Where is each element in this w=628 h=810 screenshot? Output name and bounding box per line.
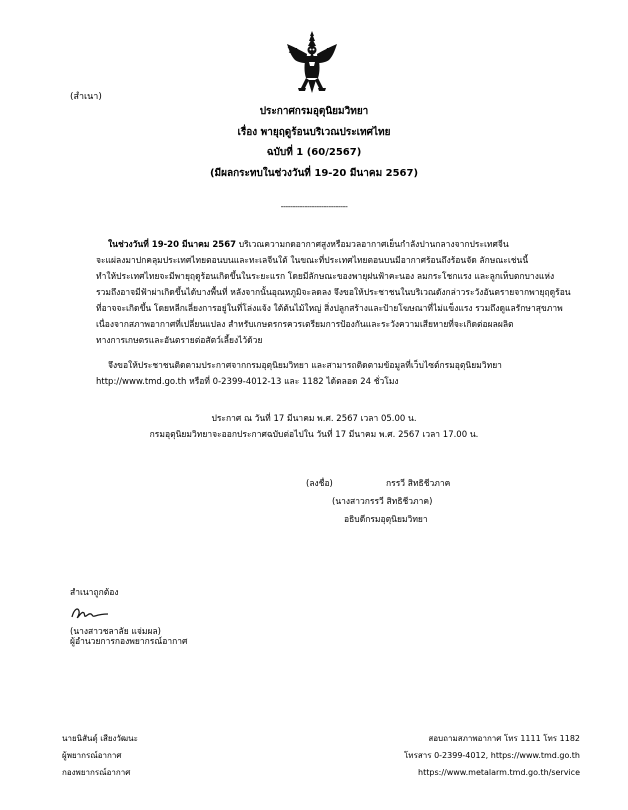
agency-title: ประกาศกรมอุตุนิยมวิทยา bbox=[259, 106, 369, 117]
paragraph-1-line-4: รวมถึงอาจมีฟ้าผ่าเกิดขึ้นได้บางพื้นที่ หลังจากนั้นอุณหภูมิจะลดลง จึงขอให้ประชาชนในบริเวณดังกล่าวระวังอันตรายจากพายุฤดูร้อน bbox=[96, 288, 571, 298]
paragraph-1-lead: ในช่วงวันที่ 19-20 มีนาคม 2567 bbox=[108, 240, 237, 250]
director-full-name: (นางสาวกรรวี สิทธิชีวภาค) bbox=[332, 497, 433, 507]
signed-label: (ลงชื่อ) bbox=[306, 479, 333, 489]
certified-name: (นางสาวชลาลัย แจ่มผล) bbox=[70, 626, 161, 637]
paragraph-1-line-5: ที่อาจจะเกิดขึ้น โดยหลีกเลี่ยงการอยู่ในที่โล่งแจ้ง ใต้ต้นไม้ใหญ่ สิ่งปลูกสร้างและป้ายโฆษณาที่ไม่แข็งแรง รวมถึงดูแลรักษาสุขภาพ bbox=[96, 304, 563, 314]
issue-number: ฉบับที่ 1 (60/2567) bbox=[266, 147, 362, 158]
signed-name: กรรวี สิทธิชีวภาค bbox=[386, 479, 451, 489]
certified-label: สำเนาถูกต้อง bbox=[70, 588, 119, 598]
announcement-date: ประกาศ ณ วันที่ 17 มีนาคม พ.ศ. 2567 เวลา 05.00 น. bbox=[211, 414, 417, 424]
handwritten-signature-icon bbox=[70, 605, 110, 623]
paragraph-1-line-6: เนื่องจากสภาพอากาศที่เปลี่ยนแปลง สำหรับเกษตรกรควรเตรียมการป้องกันและระวังความเสียหายที่จะเกิดต่อผลผลิต bbox=[96, 320, 514, 330]
director-signature-block bbox=[306, 479, 450, 533]
paragraph-2-line-2: http://www.tmd.go.th หรือที่ 0-2399-4012-13 และ 1182 ได้ตลอด 24 ชั่วโมง bbox=[96, 377, 399, 387]
copy-mark: (สำเนา) bbox=[70, 92, 102, 102]
announcement-titles bbox=[0, 106, 628, 188]
footer-forecaster bbox=[62, 734, 138, 785]
paragraph-2 bbox=[96, 358, 570, 390]
paragraph-1-line-1-rest: บริเวณความกดอากาศสูงหรือมวลอากาศเย็นกำลังปานกลางจากประเทศจีน bbox=[236, 240, 509, 250]
subject-title: เรื่อง พายุฤดูร้อนบริเวณประเทศไทย bbox=[237, 126, 391, 138]
paragraph-1-line-1 bbox=[96, 237, 570, 253]
divider-line: ---------------------------- bbox=[280, 202, 348, 211]
paragraph-1 bbox=[96, 237, 570, 349]
paragraph-2-line-1: จึงขอให้ประชาชนติดตามประกาศจากกรมอุตุนิยมวิทยา และสามารถติดตามข้อมูลที่เว็บไซต์กรมอุตุนิยมวิทยา bbox=[108, 361, 502, 371]
effective-period: (มีผลกระทบในช่วงวันที่ 19-20 มีนาคม 2567) bbox=[209, 167, 419, 179]
garuda-emblem-icon bbox=[286, 30, 338, 94]
announcement-date-block bbox=[0, 414, 628, 446]
director-position: อธิบดีกรมอุตุนิยมวิทยา bbox=[344, 515, 428, 525]
signed-line bbox=[306, 479, 450, 497]
contact-fax-website: โทรสาร 0-2399-4012, https://www.tmd.go.th bbox=[404, 751, 580, 760]
certified-copy-block bbox=[70, 588, 187, 648]
paragraph-1-line-7: ทางการเกษตรและอันตรายต่อสัตว์เลี้ยงไว้ด้วย bbox=[96, 336, 263, 346]
next-announcement: กรมอุตุนิยมวิทยาจะออกประกาศฉบับต่อไปใน วันที่ 17 มีนาคม พ.ศ. 2567 เวลา 17.00 น. bbox=[149, 430, 479, 440]
forecaster-name: นายนิสันดุ์ เสียงวัฒนะ bbox=[62, 734, 138, 743]
contact-phone: สอบถามสภาพอากาศ โทร 1111 โทร 1182 bbox=[428, 734, 580, 743]
contact-service-link[interactable]: https://www.metalarm.tmd.go.th/service bbox=[418, 768, 580, 777]
footer-contact bbox=[404, 734, 580, 785]
forecaster-title: ผู้พยากรณ์อากาศ bbox=[62, 751, 122, 760]
paragraph-1-line-3: ทำให้ประเทศไทยจะมีพายุฤดูร้อนเกิดขึ้นในระยะแรก โดยมีลักษณะของพายุฝนฟ้าคะนอง ลมกระโชกแรง และลูกเห็บตกบางแห่ง bbox=[96, 272, 555, 282]
forecaster-division: กองพยากรณ์อากาศ bbox=[62, 768, 131, 777]
certified-position: ผู้อำนวยการกองพยากรณ์อากาศ bbox=[70, 637, 188, 648]
paragraph-1-line-2: จะแผ่ลงมาปกคลุมประเทศไทยตอนบนและทะเลจีนใต้ ในขณะที่ประเทศไทยตอนบนมีอากาศร้อนถึงร้อนจัด ลักษณะเช่นนี้ bbox=[96, 256, 529, 266]
